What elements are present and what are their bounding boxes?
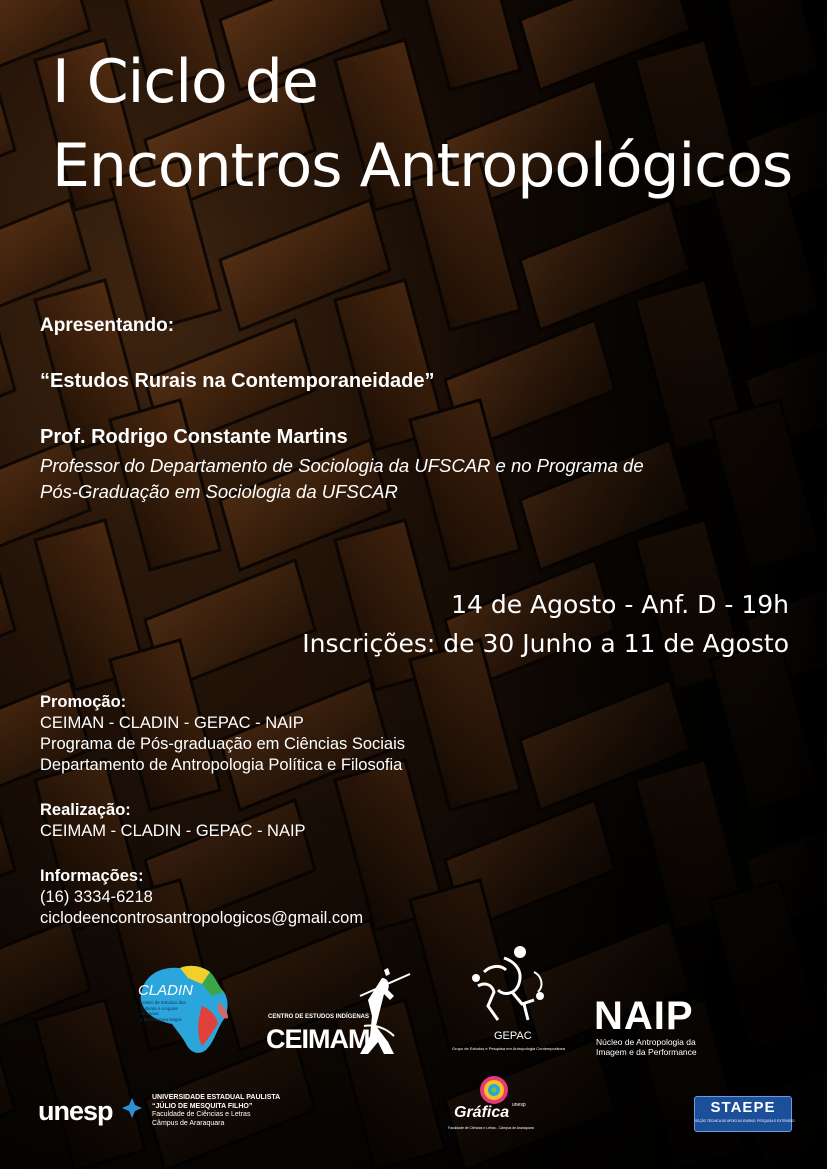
gepac-logo xyxy=(452,940,564,1056)
gepac-name: GEPAC xyxy=(494,1030,532,1042)
naip-caption-line: Núcleo de Antropologia da xyxy=(596,1037,696,1047)
registration-period: Inscrições: de 30 Junho a 11 de Agosto xyxy=(302,629,789,658)
realization-heading: Realização: xyxy=(40,801,131,819)
staepe-name: STAEPE xyxy=(710,1099,776,1116)
promotion-section xyxy=(40,692,405,776)
staepe-caption: SEÇÃO TÉCNICA DE APOIO AO ENSINO, PESQUISA E EXTENSÃO xyxy=(695,1119,795,1123)
unesp-line: Câmpus de Araraquara xyxy=(152,1119,225,1127)
naip-caption-line: Imagem e da Performance xyxy=(596,1047,697,1057)
realization-line: CEIMAM - CLADIN - GEPAC - NAIP xyxy=(40,822,306,840)
naip-logo xyxy=(594,996,704,1056)
unesp-line: Faculdade de Ciências e Letras xyxy=(152,1111,251,1118)
contact-email[interactable]: ciclodeencontrosantropologicos@gmail.com xyxy=(40,909,364,927)
poster-title xyxy=(52,40,792,208)
naip-caption xyxy=(596,1037,697,1057)
event-date: 14 de Agosto - Anf. D - 19h xyxy=(451,590,789,619)
sponsor-logos xyxy=(0,940,827,1169)
information-section xyxy=(40,866,363,929)
affiliation-line-2: Pós-Graduação em Sociologia da UFSCAR xyxy=(40,481,398,502)
speaker-affiliation xyxy=(40,453,800,505)
information-heading: Informações: xyxy=(40,867,144,885)
grafica-name: Gráfica xyxy=(454,1104,510,1121)
cladin-caption xyxy=(140,1000,188,1022)
cladin-logo xyxy=(132,962,237,1057)
cladin-caption-line: Culturas e Línguas Africanas xyxy=(140,1005,178,1016)
dancers-icon xyxy=(464,942,550,1026)
unesp-text xyxy=(152,1094,280,1128)
lecture-title: “Estudos Rurais na Contemporaneidade” xyxy=(40,370,435,392)
contact-phone: (16) 3334-6218 xyxy=(40,888,153,906)
ceimam-caption: CENTRO DE ESTUDOS INDÍGENAS xyxy=(268,1014,370,1020)
staepe-logo xyxy=(694,1096,795,1132)
unesp-star-icon xyxy=(122,1098,142,1118)
grafica-superscript: unesp xyxy=(512,1102,526,1108)
promotion-line: Programa de Pós-graduação em Ciências Sociais xyxy=(40,735,406,753)
grafica-caption: Faculdade de Ciências e Letras - Câmpus de Araraquara xyxy=(448,1126,534,1130)
grafica-swirl-icon xyxy=(478,1074,510,1106)
promotion-heading: Promoção: xyxy=(40,693,127,711)
grafica-logo xyxy=(446,1074,544,1136)
promotion-line: CEIMAN - CLADIN - GEPAC - NAIP xyxy=(40,714,304,732)
cladin-name: CLADIN xyxy=(138,982,194,999)
cladin-caption-line: Centro de Estudos das xyxy=(140,1000,186,1005)
cladin-caption-line: e da Diáspora Negra xyxy=(140,1016,182,1022)
naip-name: NAIP xyxy=(594,994,694,1038)
title-line-1: I Ciclo de xyxy=(52,47,318,117)
gepac-caption: Grupo de Estudos e Pesquisa em Antropologia Contemporânea xyxy=(452,1046,565,1051)
unesp-line: “JÚLIO DE MESQUITA FILHO” xyxy=(152,1102,253,1110)
title-line-2: Encontros Antropológicos xyxy=(52,131,793,201)
speaker-name: Prof. Rodrigo Constante Martins xyxy=(40,426,348,448)
unesp-logo xyxy=(38,1092,308,1138)
promotion-line: Departamento de Antropologia Política e Filosofia xyxy=(40,756,403,774)
affiliation-line-1: Professor do Departamento de Sociologia da UFSCAR e no Programa de xyxy=(40,455,644,476)
unesp-name: unesp xyxy=(38,1096,113,1126)
event-details xyxy=(302,585,789,663)
realization-section xyxy=(40,800,306,842)
presenting-label: Apresentando: xyxy=(40,315,175,336)
ceimam-name: CEIMAM xyxy=(266,1024,370,1054)
unesp-line: UNIVERSIDADE ESTADUAL PAULISTA xyxy=(152,1094,281,1101)
ceimam-logo xyxy=(266,966,426,1061)
